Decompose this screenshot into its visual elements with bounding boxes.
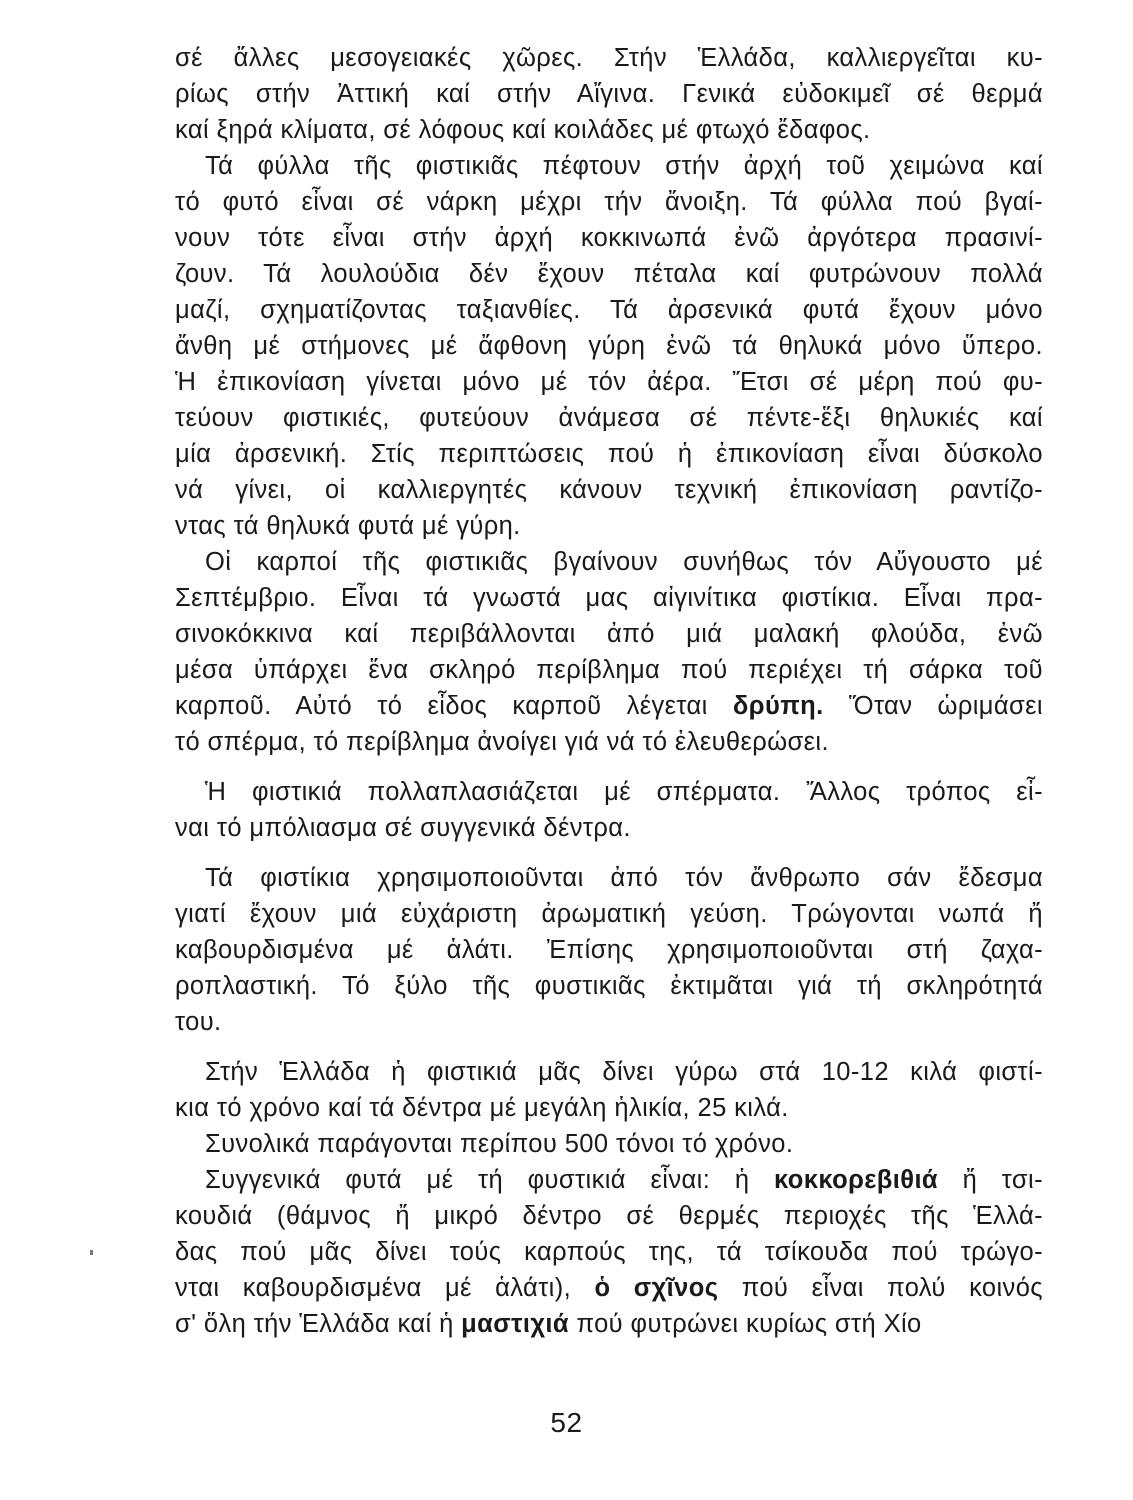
text-line [175, 810, 1043, 846]
paragraph [175, 544, 1043, 760]
bold-term: ὁ σχῖνος [594, 1274, 719, 1302]
text-line [175, 328, 1043, 364]
text-line [175, 968, 1043, 1004]
text-run: δας πού μᾶς δίνει τούς καρπούς της, τά τσίκουδα πού τρώγο- [175, 1238, 1043, 1266]
text-line [175, 256, 1043, 292]
text-line [175, 652, 1043, 688]
text-run: Συγγενικά φυτά μέ τή φυστικιά εἶναι: ἡ [205, 1166, 775, 1194]
text-line [175, 860, 1043, 896]
paragraph [175, 1162, 1043, 1342]
text-run: τεύουν φιστικιές, φυτεύουν ἀνάμεσα σέ πέντε-ἕξι θηλυκιές καί [175, 404, 1043, 432]
text-line [175, 76, 1043, 112]
text-line [175, 774, 1043, 810]
text-run: πού φυτρώνει κυρίως στή Χίο [568, 1310, 922, 1338]
text-run: κια τό χρόνο καί τά δέντρα μέ μεγάλη ἡλικία, 25 κιλά. [175, 1094, 789, 1122]
text-run: νουν τότε εἶναι στήν ἀρχή κοκκινωπά ἐνῶ ἀργότερα πρασινί- [175, 224, 1043, 252]
text-run: σινοκόκκινα καί περιβάλλονται ἀπό μιά μαλακή φλούδα, ἐνῶ [175, 620, 1043, 648]
text-line [175, 896, 1043, 932]
paragraph [175, 148, 1043, 544]
bold-term: δρύπη. [732, 692, 824, 720]
bold-term: κοκκορεβιθιά [774, 1166, 939, 1194]
text-run: Ἡ ἐπικονίαση γίνεται μόνο μέ τόν ἀέρα. Ἔτσι σέ μέρη πού φυ- [175, 368, 1043, 396]
text-line [175, 400, 1043, 436]
text-run: νται καβουρδισμένα μέ ἁλάτι), [175, 1274, 595, 1302]
text-run: κουδιά (θάμνος ἤ μικρό δέντρο σέ θερμές περιοχές τῆς Ἑλλά- [175, 1202, 1043, 1230]
text-run: γιατί ἔχουν μιά εὐχάριστη ἀρωματική γεύση. Τρώγονται νωπά ἤ [175, 900, 1043, 928]
text-line [175, 508, 1043, 544]
text-line [175, 544, 1043, 580]
scan-speck [90, 1250, 93, 1255]
text-run: ροπλαστική. Τό ξύλο τῆς φυστικιᾶς ἐκτιμᾶται γιά τή σκληρότητά [175, 972, 1043, 1000]
paragraph [175, 774, 1043, 846]
text-line [175, 688, 1043, 724]
text-run: Ὅταν ὡριμάσει [823, 692, 1043, 720]
text-line [175, 1162, 1043, 1198]
text-run: μέσα ὑπάρχει ἕνα σκληρό περίβλημα πού περιέχει τή σάρκα τοῦ [175, 656, 1043, 684]
text-line [175, 436, 1043, 472]
text-run: Οἱ καρποί τῆς φιστικιᾶς βγαίνουν συνήθως τόν Αὔγουστο μέ [205, 548, 1043, 576]
text-line [175, 580, 1043, 616]
text-run: του. [175, 1008, 222, 1036]
text-run: ἄνθη μέ στήμονες μέ ἄφθονη γύρη ἐνῶ τά θηλυκά μόνο ὕπερο. [175, 332, 1043, 360]
text-line [175, 1126, 1043, 1162]
text-line [175, 148, 1043, 184]
text-line [175, 1198, 1043, 1234]
paragraph [175, 1126, 1043, 1162]
text-run: ναι τό μπόλιασμα σέ συγγενικά δέντρα. [175, 814, 631, 842]
text-line [175, 112, 1043, 148]
text-line [175, 1054, 1043, 1090]
paragraph [175, 1054, 1043, 1126]
text-line [175, 472, 1043, 508]
text-line [175, 1004, 1043, 1040]
page-body [175, 40, 1043, 1342]
text-run: τό σπέρμα, τό περίβλημα ἀνοίγει γιά νά τό ἐλευθερώσει. [175, 728, 829, 756]
text-run: ρίως στήν Ἀττική καί στήν Αἴγινα. Γενικά εὐδοκιμεῖ σέ θερμά [175, 80, 1043, 108]
text-run: ζουν. Τά λουλούδια δέν ἔχουν πέταλα καί φυτρώνουν πολλά [175, 260, 1043, 288]
text-run: πού εἶναι πολύ κοινός [718, 1274, 1043, 1302]
page-number: 52 [550, 1407, 583, 1438]
text-run: σέ ἄλλες μεσογειακές χῶρες. Στήν Ἑλλάδα, καλλιεργεῖται κυ- [175, 44, 1043, 72]
text-run: μία ἀρσενική. Στίς περιπτώσεις πού ἡ ἐπικονίαση εἶναι δύσκολο [175, 440, 1043, 468]
text-run: νά γίνει, οἱ καλλιεργητές κάνουν τεχνική ἐπικονίαση ραντίζο- [175, 476, 1043, 504]
text-line [175, 1270, 1043, 1306]
text-line [175, 1306, 1043, 1342]
text-run: σ' ὅλη τήν Ἑλλάδα καί ἡ [175, 1310, 462, 1338]
text-run: Συνολικά παράγονται περίπου 500 τόνοι τό χρόνο. [205, 1130, 794, 1158]
text-line [175, 1090, 1043, 1126]
text-line [175, 292, 1043, 328]
text-run: καβουρδισμένα μέ ἁλάτι. Ἐπίσης χρησιμοποιοῦνται στή ζαχα- [175, 936, 1043, 964]
text-run: καί ξηρά κλίματα, σέ λόφους καί κοιλάδες μέ φτωχό ἔδαφος. [175, 116, 871, 144]
text-run: Ἡ φιστικιά πολλαπλασιάζεται μέ σπέρματα. Ἄλλος τρόπος εἶ- [205, 778, 1043, 806]
text-line [175, 220, 1043, 256]
text-run: ἤ τσι- [938, 1166, 1044, 1194]
text-line [175, 932, 1043, 968]
text-run: καρποῦ. Αὐτό τό εἶδος καρποῦ λέγεται [175, 692, 733, 720]
text-line [175, 184, 1043, 220]
text-run: Σεπτέμβριο. Εἶναι τά γνωστά μας αἰγινίτικα φιστίκια. Εἶναι πρα- [175, 584, 1043, 612]
text-run: Τά φιστίκια χρησιμοποιοῦνται ἀπό τόν ἄνθρωπο σάν ἔδεσμα [205, 864, 1043, 892]
text-run: Τά φύλλα τῆς φιστικιᾶς πέφτουν στήν ἀρχή τοῦ χειμώνα καί [205, 152, 1043, 180]
text-run: ντας τά θηλυκά φυτά μέ γύρη. [175, 512, 521, 540]
text-line [175, 1234, 1043, 1270]
text-line [175, 364, 1043, 400]
text-run: μαζί, σχηματίζοντας ταξιανθίες. Τά ἀρσενικά φυτά ἔχουν μόνο [175, 296, 1043, 324]
bold-term: μαστιχιά [461, 1310, 569, 1338]
text-run: τό φυτό εἶναι σέ νάρκη μέχρι τήν ἄνοιξη. Τά φύλλα πού βγαί- [175, 188, 1043, 216]
paragraph [175, 860, 1043, 1040]
text-line [175, 40, 1043, 76]
paragraph [175, 40, 1043, 148]
text-line [175, 616, 1043, 652]
text-line [175, 724, 1043, 760]
text-run: Στήν Ἑλλάδα ἡ φιστικιά μᾶς δίνει γύρω στά 10-12 κιλά φιστί- [205, 1058, 1043, 1086]
